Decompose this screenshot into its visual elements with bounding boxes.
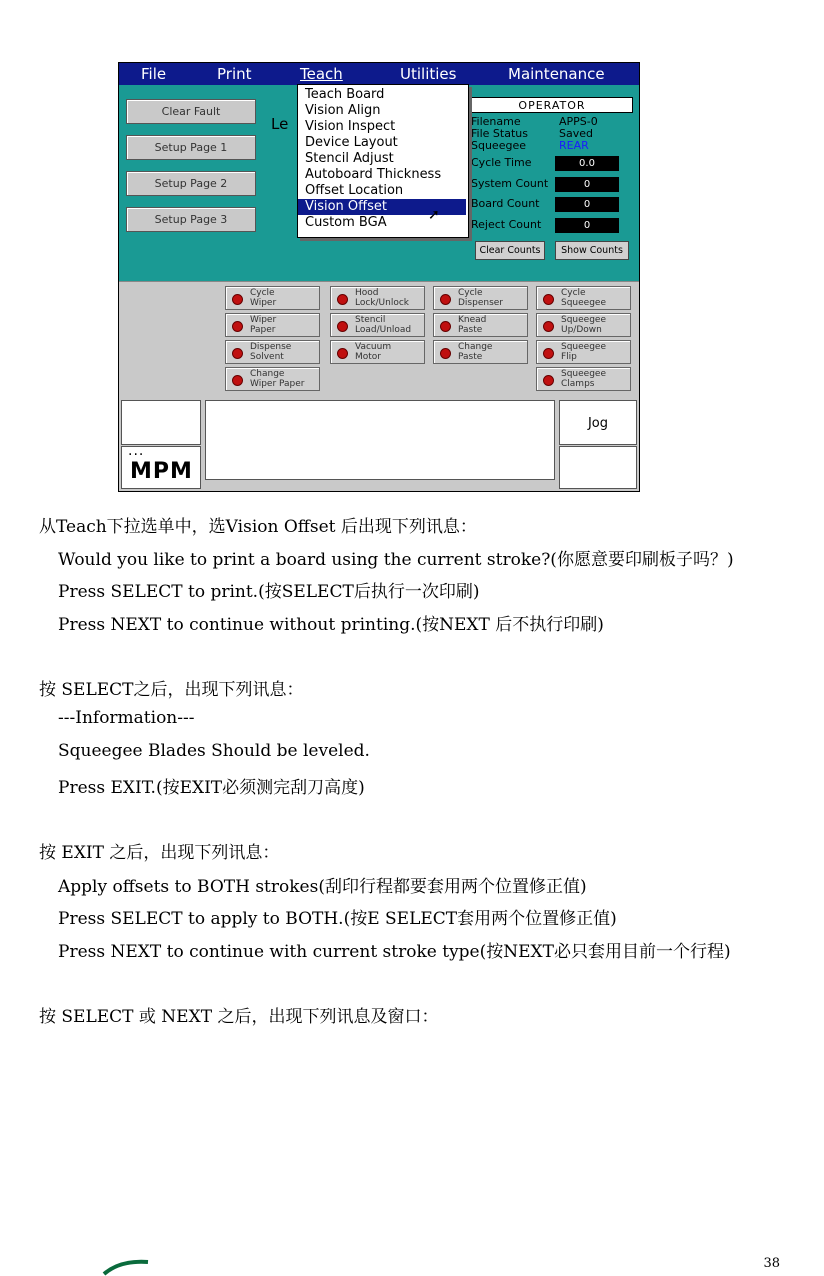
text-line: ---Information--- [58,708,195,728]
stencil-load-button[interactable]: Stencil Load/Unload [330,313,425,337]
text-line: Press SELECT to print.(按SELECT后执行一次印刷) [58,582,480,602]
page-number: 38 [763,1256,780,1271]
menu-print[interactable]: Print [217,65,252,83]
change-paste-button[interactable]: Change Paste [433,340,528,364]
reject-count-label: Reject Count [471,218,542,231]
setup-page-1-button[interactable]: Setup Page 1 [126,135,256,160]
message-area [205,400,555,480]
setup-page-2-button[interactable]: Setup Page 2 [126,171,256,196]
text-line: Press NEXT to continue with current stroke type(按NEXT必只套用目前一个行程) [58,942,731,962]
text-line: Squeegee Blades Should be leveled. [58,741,370,761]
status-led-icon [543,348,554,359]
text-line: 从Teach下拉选单中，选Vision Offset 后出现下列讯息： [39,517,477,537]
menu-item-teach-board[interactable]: Teach Board [305,87,385,102]
cycle-time-value: 0.0 [555,156,619,171]
show-counts-button[interactable]: Show Counts [555,241,629,260]
empty-box [121,400,201,445]
system-count-label: System Count [471,177,549,190]
text-line: 按 EXIT 之后，出现下列讯息： [39,843,280,863]
operator-title: OPERATOR [471,97,633,113]
menu-item-offset-location[interactable]: Offset Location [305,183,404,198]
text-line: Press SELECT to apply to BOTH.(按E SELECT套用两个位置修正值) [58,909,617,929]
mpm-logo: MPM [130,459,193,484]
board-count-label: Board Count [471,197,540,210]
status-led-icon [232,375,243,386]
jog-button[interactable]: Jog [559,400,637,445]
wiper-paper-button[interactable]: Wiper Paper [225,313,320,337]
file-status-value: Saved [559,127,593,140]
bottom-panel [119,398,639,491]
squeegee-clamps-button[interactable]: Squeegee Clamps [536,367,631,391]
status-led-icon [543,321,554,332]
filename-value: APPS-0 [559,115,598,128]
status-led-icon [337,321,348,332]
status-led-icon [232,294,243,305]
menu-item-vision-offset[interactable]: Vision Offset [298,199,466,215]
status-led-icon [440,348,451,359]
printer-ui-screenshot [118,62,640,492]
teach-dropdown-menu [297,84,469,238]
text-line: Apply offsets to BOTH strokes(刮印行程都要套用两个位置修正值) [58,877,587,897]
clear-counts-button[interactable]: Clear Counts [475,241,545,260]
text-line: Press NEXT to continue without printing.(按NEXT 后不执行印刷) [58,615,604,635]
status-led-icon [337,294,348,305]
partial-label: Le [271,115,289,133]
menu-item-stencil-adjust[interactable]: Stencil Adjust [305,151,394,166]
menu-teach[interactable]: Teach [300,65,343,83]
system-count-value: 0 [555,177,619,192]
menu-item-autoboard-thickness[interactable]: Autoboard Thickness [305,167,442,182]
logo-dots: ... [128,443,145,459]
text-line: 按 SELECT 或 NEXT 之后，出现下列讯息及窗口： [39,1007,439,1027]
logo-arc-icon [100,1258,160,1276]
menu-item-device-layout[interactable]: Device Layout [305,135,398,150]
status-led-icon [543,294,554,305]
setup-page-3-button[interactable]: Setup Page 3 [126,207,256,232]
reject-count-value: 0 [555,218,619,233]
knead-paste-button[interactable]: Knead Paste [433,313,528,337]
menu-item-custom-bga[interactable]: Custom BGA [305,215,387,230]
squeegee-value: REAR [559,139,589,152]
hood-lock-button[interactable]: Hood Lock/Unlock [330,286,425,310]
dispense-solvent-button[interactable]: Dispense Solvent [225,340,320,364]
cycle-time-label: Cycle Time [471,156,532,169]
empty-box [559,446,637,489]
filename-label: Filename [471,115,521,128]
squeegee-flip-button[interactable]: Squeegee Flip [536,340,631,364]
menu-maintenance[interactable]: Maintenance [508,65,605,83]
text-line: Press EXIT.(按EXIT必须测完刮刀高度) [58,778,365,798]
status-led-icon [440,294,451,305]
board-count-value: 0 [555,197,619,212]
status-led-icon [232,348,243,359]
menu-file[interactable]: File [141,65,167,83]
clear-fault-button[interactable]: Clear Fault [126,99,256,124]
change-wiper-paper-button[interactable]: Change Wiper Paper [225,367,320,391]
status-led-icon [543,375,554,386]
text-line: Would you like to print a board using the current stroke?(你愿意要印刷板子吗？) [58,550,734,570]
menu-item-vision-align[interactable]: Vision Align [305,103,381,118]
menu-utilities[interactable]: Utilities [400,65,457,83]
squeegee-label: Squeegee [471,139,526,152]
cycle-dispenser-button[interactable]: Cycle Dispenser [433,286,528,310]
status-led-icon [337,348,348,359]
logo-box [121,443,201,489]
status-led-icon [440,321,451,332]
cycle-wiper-button[interactable]: Cycle Wiper [225,286,320,310]
text-line: 按 SELECT之后，出现下列讯息： [39,680,304,700]
control-button-panel [119,281,639,398]
vacuum-motor-button[interactable]: Vacuum Motor [330,340,425,364]
menu-item-vision-inspect[interactable]: Vision Inspect [305,119,396,134]
cycle-squeegee-button[interactable]: Cycle Squeegee [536,286,631,310]
squeegee-updown-button[interactable]: Squeegee Up/Down [536,313,631,337]
menu-bar [119,63,639,85]
mouse-cursor-icon: ➚ [428,207,440,223]
file-status-label: File Status [471,127,528,140]
status-led-icon [232,321,243,332]
